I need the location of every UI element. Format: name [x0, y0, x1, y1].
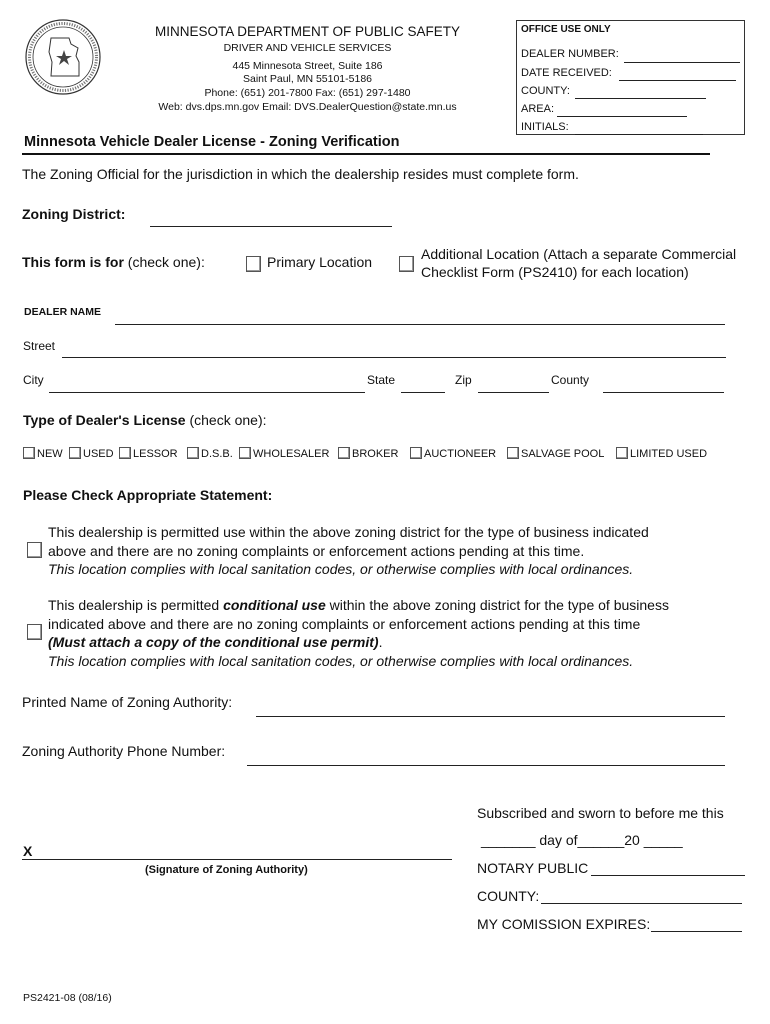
license-lessor[interactable]: LESSOR [119, 447, 178, 460]
area-line[interactable] [557, 116, 687, 117]
notary-county-field[interactable] [541, 903, 742, 904]
form-title: Minnesota Vehicle Dealer License - Zoning Verification [24, 134, 400, 150]
primary-location-label: Primary Location [267, 254, 373, 270]
license-limited-used[interactable]: LIMITED USED [616, 447, 707, 460]
license-new[interactable]: NEW [23, 447, 63, 460]
division-name: DRIVER AND VEHICLE SERVICES [223, 42, 392, 54]
notary-commission-field[interactable] [651, 931, 742, 932]
title-underline [22, 153, 710, 155]
office-county-line[interactable] [575, 98, 706, 99]
agency-phone-fax: Phone: (651) 201-7800 Fax: (651) 297-1480 [204, 87, 411, 99]
statement2-text: This dealership is permitted conditional use within the above zoning district for the type of business indicated above and there are no zoning complaints or enforcement actions pending at this time (Must attach a copy of the conditional use permit). This location complies with local sanitation codes, or otherwise complies with local ordinances. [48, 597, 669, 669]
notary-public-label: NOTARY PUBLIC [477, 860, 589, 876]
agency-street: 445 Minnesota Street, Suite 186 [232, 60, 383, 72]
notary-county-label: COUNTY: [477, 888, 540, 904]
phone-label: Zoning Authority Phone Number: [22, 743, 226, 759]
license-wholesaler[interactable]: WHOLESALER [239, 447, 329, 460]
license-used-checkbox[interactable] [69, 447, 81, 459]
state-field[interactable] [401, 392, 445, 393]
license-dsb[interactable]: D.S.B. [187, 447, 233, 460]
license-wholesaler-checkbox[interactable] [239, 447, 251, 459]
statement1-text: This dealership is permitted use within the above zoning district for the type of business indicated above and there are no zoning complaints or enforcement actions pending at this time. This location complies with local sanitation codes, or otherwise complies with local ordinances. [48, 524, 649, 577]
license-broker-checkbox[interactable] [338, 447, 350, 459]
notary-sworn-text: Subscribed and sworn to before me this [477, 805, 724, 821]
printed-name-field[interactable] [256, 716, 725, 717]
date-received-line[interactable] [619, 80, 736, 81]
street-field[interactable] [62, 357, 726, 358]
signature-caption: (Signature of Zoning Authority) [145, 864, 308, 876]
phone-field[interactable] [247, 765, 725, 766]
office-county-label: COUNTY: [521, 85, 570, 97]
initials-line[interactable] [575, 134, 703, 135]
license-limited-used-checkbox[interactable] [616, 447, 628, 459]
agency-web-email: Web: dvs.dps.mn.gov Email: DVS.DealerQuestion@state.mn.us [158, 101, 457, 113]
dealer-name-label: DEALER NAME [24, 306, 102, 318]
statement1-checkbox[interactable] [27, 542, 42, 558]
form-for-label: This form is for (check one): [22, 254, 205, 270]
notary-day-line: _______ day of______20 _____ [481, 832, 683, 848]
statement-heading: Please Check Appropriate Statement: [23, 487, 273, 503]
license-dsb-checkbox[interactable] [187, 447, 199, 459]
city-field[interactable] [49, 392, 365, 393]
additional-location-label-line1: Additional Location (Attach a separate Commercial [421, 246, 737, 262]
additional-location-checkbox[interactable] [399, 256, 414, 272]
initials-label: INITIALS: [521, 121, 569, 133]
license-lessor-checkbox[interactable] [119, 447, 131, 459]
zip-label: Zip [455, 373, 472, 387]
date-received-label: DATE RECEIVED: [521, 67, 612, 79]
license-new-checkbox[interactable] [23, 447, 35, 459]
notary-commission-label: MY COMISSION EXPIRES: [477, 916, 651, 932]
license-broker[interactable]: BROKER [338, 447, 398, 460]
license-salvage-pool-checkbox[interactable] [507, 447, 519, 459]
zoning-district-field[interactable] [150, 226, 392, 227]
office-use-title: OFFICE USE ONLY [521, 24, 611, 35]
area-label: AREA: [521, 103, 555, 115]
notary-public-field[interactable] [591, 875, 745, 876]
agency-name: MINNESOTA DEPARTMENT OF PUBLIC SAFETY [154, 24, 461, 39]
printed-name-label: Printed Name of Zoning Authority: [22, 694, 233, 710]
license-auctioneer-checkbox[interactable] [410, 447, 422, 459]
dealer-name-field[interactable] [115, 324, 725, 325]
agency-city: Saint Paul, MN 55101-5186 [243, 73, 372, 85]
signature-field[interactable] [22, 859, 452, 860]
license-type-label: Type of Dealer's License (check one): [23, 412, 267, 428]
instruction-text: The Zoning Official for the jurisdiction in which the dealership resides must complete form. [22, 166, 579, 182]
license-used[interactable]: USED [69, 447, 114, 460]
office-use-box [516, 20, 745, 135]
city-label: City [23, 373, 44, 387]
license-salvage-pool[interactable]: SALVAGE POOL [507, 447, 604, 460]
additional-location-label-line2: Checklist Form (PS2410) for each location) [421, 264, 689, 280]
form-number: PS2421-08 (08/16) [23, 992, 112, 1004]
county-field[interactable] [603, 392, 724, 393]
county-label: County [551, 373, 590, 387]
signature-x: X [23, 843, 33, 859]
state-seal-icon [24, 18, 102, 96]
state-label: State [367, 373, 396, 387]
dealer-number-line[interactable] [624, 62, 740, 63]
zip-field[interactable] [478, 392, 549, 393]
zoning-district-label: Zoning District: [22, 206, 126, 222]
primary-location-checkbox[interactable] [246, 256, 261, 272]
street-label: Street [23, 339, 56, 353]
dealer-number-label: DEALER NUMBER: [521, 48, 619, 60]
statement2-checkbox[interactable] [27, 624, 42, 640]
license-auctioneer[interactable]: AUCTIONEER [410, 447, 496, 460]
